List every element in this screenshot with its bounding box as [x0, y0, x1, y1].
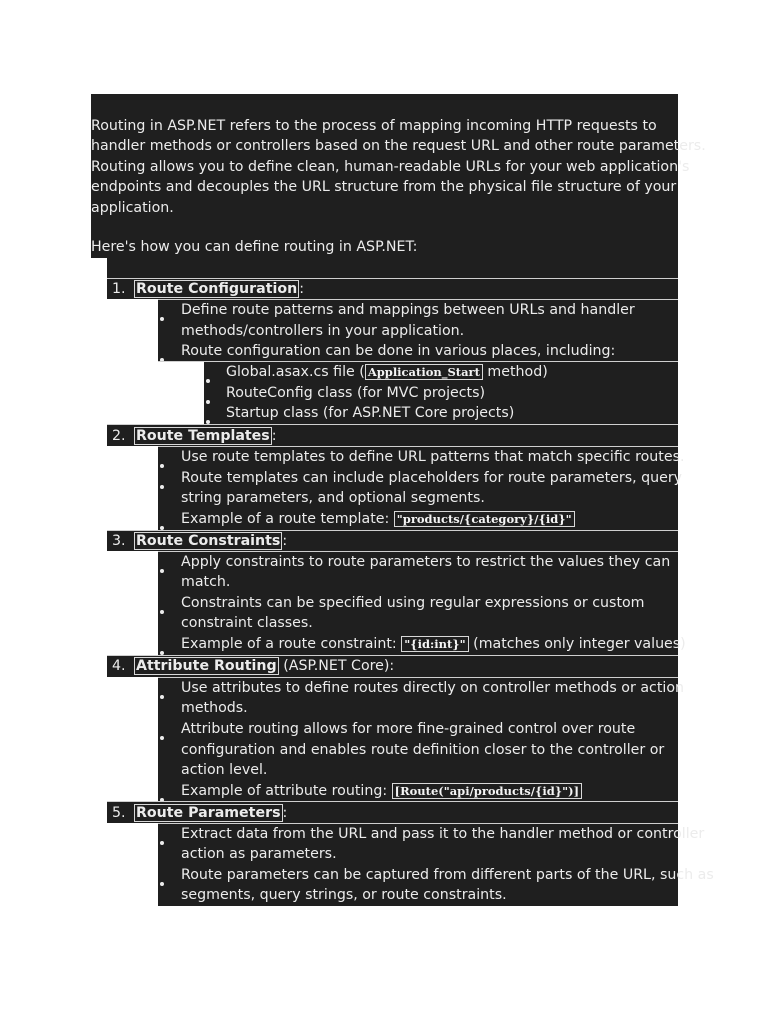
section-title: [134, 656, 394, 677]
bullet-line: [181, 509, 575, 530]
bullet-line: methods/controllers in your application.: [181, 323, 465, 339]
section-title-text: Route Configuration: [136, 281, 298, 297]
bullet-line: [181, 634, 686, 655]
howto-line: Here's how you can define routing in ASP.NET:: [91, 239, 418, 255]
bullet-post: (matches only integer values): [468, 636, 686, 652]
bullet-line: Extract data from the URL and pass it to the handler method or controller: [181, 826, 705, 842]
intro-line: endpoints and decouples the URL structure from the physical file structure of your: [91, 179, 677, 195]
bullet-icon: [206, 379, 210, 383]
section-number: 5.: [112, 805, 126, 821]
bullet-line: action as parameters.: [181, 846, 337, 862]
intro-line: handler methods or controllers based on the request URL and other route parameters.: [91, 138, 706, 154]
bullet-icon: [160, 736, 164, 740]
bullet-icon: [160, 841, 164, 845]
row-rule: [107, 278, 678, 279]
section-title: [134, 803, 287, 824]
bullet-icon: [160, 882, 164, 886]
section-title: [134, 279, 304, 300]
section-title-suffix: :: [299, 281, 304, 297]
section-title-text: Route Constraints: [136, 533, 281, 549]
sub-bullet-post: method): [482, 364, 548, 380]
row-rule: [107, 801, 678, 802]
section-title-suffix: :: [271, 428, 277, 444]
bullet-pre: Example of attribute routing:: [181, 783, 392, 799]
bullet-icon: [160, 569, 164, 573]
bullet-line: Constraints can be specified using regular expressions or custom: [181, 595, 645, 611]
bullet-line: match.: [181, 574, 231, 590]
bullet-line: Use route templates to define URL patterns that match specific routes.: [181, 449, 685, 465]
bullet-line: Route configuration can be done in various places, including:: [181, 343, 616, 359]
bullet-line: configuration and enables route definition closer to the controller or: [181, 742, 665, 758]
bullet-icon: [160, 610, 164, 614]
bullet-line: Attribute routing allows for more fine-grained control over route: [181, 721, 636, 737]
code-snippet: "{id:int}": [401, 636, 468, 652]
row-rule: [107, 424, 678, 425]
section-number: 4.: [112, 658, 126, 674]
bullet-line: Route parameters can be captured from different parts of the URL, such as: [181, 867, 714, 883]
sub-bullet-line: RouteConfig class (for MVC projects): [226, 385, 486, 401]
bullet-pre: Example of a route template:: [181, 511, 394, 527]
bullet-icon: [160, 317, 164, 321]
section-number: 3.: [112, 533, 126, 549]
section-title-text: Route Parameters: [136, 805, 281, 821]
code-snippet: [Route("api/products/{id}")]: [392, 783, 582, 799]
list-container-block: [107, 258, 678, 278]
intro-line: Routing in ASP.NET refers to the process of mapping incoming HTTP requests to: [91, 118, 657, 134]
section-number: 1.: [112, 281, 126, 297]
bullet-line: action level.: [181, 762, 268, 778]
intro-line: Routing allows you to define clean, human-readable URLs for your web application's: [91, 159, 690, 175]
bullet-pre: Example of a route constraint:: [181, 636, 402, 652]
code-snippet: Application_Start: [365, 364, 483, 380]
bullet-line: methods.: [181, 700, 248, 716]
section-title-suffix: (ASP.NET Core):: [278, 658, 395, 674]
sub-bullet-pre: Global.asax.cs file (: [226, 364, 365, 380]
section-number: 2.: [112, 428, 126, 444]
bullet-line: string parameters, and optional segments.: [181, 490, 485, 506]
sub-bullet-line: Startup class (for ASP.NET Core projects): [226, 405, 515, 421]
bullet-line: Route templates can include placeholders for route parameters, query: [181, 470, 683, 486]
bullet-line: constraint classes.: [181, 615, 313, 631]
section-title-text: Route Templates: [136, 428, 270, 444]
sub-bullet-line: [226, 362, 548, 383]
code-snippet: "products/{category}/{id}": [394, 511, 575, 527]
bullet-line: segments, query strings, or route constraints.: [181, 887, 507, 903]
intro-line: application.: [91, 200, 174, 216]
bullet-icon: [160, 695, 164, 699]
section-title-suffix: :: [282, 533, 288, 549]
section-title-text: Attribute Routing: [136, 658, 277, 674]
section-title: [134, 531, 287, 552]
bullet-line: Define route patterns and mappings between URLs and handler: [181, 302, 635, 318]
bullet-icon: [160, 485, 164, 489]
section-title: [134, 426, 277, 447]
bullet-icon: [206, 400, 210, 404]
bullet-line: Use attributes to define routes directly on controller methods or action: [181, 680, 685, 696]
bullet-line: [181, 781, 582, 802]
bullet-icon: [160, 464, 164, 468]
section-title-suffix: :: [282, 805, 288, 821]
bullet-line: Apply constraints to route parameters to restrict the values they can: [181, 554, 671, 570]
